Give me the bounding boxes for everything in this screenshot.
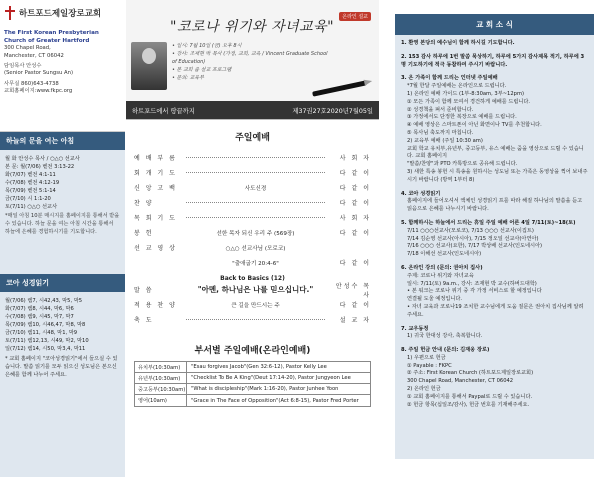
dept-row <box>135 373 370 384</box>
news-item <box>401 326 588 342</box>
order-leader: 사 회 자 <box>339 155 371 162</box>
news-detail: ① Payable : FKPC <box>407 362 452 369</box>
order-row <box>134 165 371 180</box>
news-detail: 교회 학교 유치부,유년부, 중고등부, 유스 예배는 줌을 영상으로 드릴 수 있습니다. 교회 홈페이지 <box>407 145 584 160</box>
dept-row <box>135 362 370 373</box>
reading-row: 일(7/12) 렘14, 시50, 막3,4, 막11 <box>5 346 86 353</box>
church-name-english <box>4 30 121 45</box>
news-detail: 1) 온라인 예배 가이드 (1부-8:30am, 3부~12pm) <box>407 90 525 97</box>
order-row <box>134 180 371 195</box>
news-detail: ⑤ 목사님 축도까지 마칩니다. <box>407 129 474 136</box>
dept-sermon: "Grace in The Face of Opposition"(Act 6:8-15), Pastor Fred Porter <box>191 397 359 404</box>
news-detail: 1) 귀국 한대성 강사, 축복합니다. <box>407 333 483 340</box>
news-detail: • 자녀 교육과 코로나19 조치한 교수님에게 도움 질문은 권아치 집사님께 알려주세요. <box>407 303 584 318</box>
pastor-info <box>4 63 121 78</box>
banner-line: • 강사: 조재현 박 목사 (가정, 교회, 교육 / Vincent Graduate School of Education) <box>172 51 328 65</box>
reading-row: 수(7/08) 렘9, 시45, 막7, 막7 <box>5 314 74 321</box>
order-label: 찬 양 <box>134 200 154 207</box>
order-row <box>134 255 371 270</box>
sermon-banner <box>126 0 379 120</box>
weekly-title: 하늘의 문을 여는 아침 <box>0 132 125 150</box>
news-heading: 1. 환영 본당의 예수님이 함께 하시길 기도합니다. <box>401 40 515 46</box>
news-detail: ③ 가정에서도 단정한 복장으로 예배를 드립니다. <box>407 114 517 121</box>
weekly-row: 금(7/10) 시 1:1-20 <box>5 196 51 203</box>
banner-line: • 본 교회 줌 설교 프로그램 <box>172 67 232 73</box>
order-row <box>134 282 371 297</box>
homepage-link[interactable]: 교회홈페이지:www.fkpc.org <box>4 88 73 95</box>
church-news <box>395 35 594 459</box>
news-detail: 2) 온라인 헌금 <box>407 386 441 393</box>
news-detail: 300 Chapel Road, Manchester, CT 06042 <box>407 378 514 385</box>
address-line: Manchester, CT 06042 <box>4 52 64 59</box>
dept-row <box>135 395 370 406</box>
order-leader: 설 교 자 <box>339 317 371 324</box>
order-detail: 사도신경 <box>244 185 267 192</box>
news-detail: 일시: 7/11(토) 9a.m., 강사: 조재현 박 교수(하버드대학) <box>407 280 537 287</box>
news-heading: 5. 함께하시는 하늘에서 드리는 휴일 주일 예배 어른 4일 7/11(토)~18(토) <box>401 219 576 226</box>
church-info <box>0 0 125 132</box>
news-item <box>401 75 588 184</box>
motto: 하트포드에서 땅끝까지 <box>132 107 195 115</box>
order-label: 회 개 기 도 <box>134 170 177 177</box>
weekly-row: 본 문: 월(7/06) 벧전 3:13-22 <box>5 164 75 171</box>
reading-row: 목(7/09) 렘10, 시46,47, 막8, 막8 <box>5 322 86 329</box>
weekly-row: 토(7/11) ○△○ 선교사 <box>5 204 58 211</box>
order-leader: 사 회 자 <box>339 215 371 222</box>
news-detail: "말씀/찬양"과 PTO 카톡방으로 공유해 드립니다. <box>407 161 518 168</box>
news-detail: 연결될 도울 예정입니다. <box>407 296 463 303</box>
order-label: 적 용 찬 양 <box>134 302 177 309</box>
order-row <box>134 195 371 210</box>
contact-info <box>4 81 121 96</box>
bible-readings <box>0 292 125 477</box>
weekly-row: 수(7/08) 벧전 4:12-19 <box>5 180 60 187</box>
news-detail: ④ 예배 영상은 스마트폰이 아닌 화면이나 TV를 추천합니다. <box>407 122 542 129</box>
banner-strip <box>126 101 379 119</box>
dept-name: 영어(10am) <box>135 395 187 406</box>
church-name-en-line: The First Korean Presbyterian <box>4 30 99 36</box>
readings-note: * 교회 홈페이지 "코아성경읽기"에서 들으실 수 있습니다. 말씀 읽기를 모두 읽으신 성도님은 본으신 은혜를 함께 나누어 주세요. <box>5 356 118 379</box>
office-phone: 사무실 860)643-4738 <box>4 80 59 87</box>
news-item <box>401 54 588 70</box>
order-row <box>134 240 371 255</box>
order-row <box>134 225 371 240</box>
news-item <box>401 265 588 320</box>
news-detail: 2) 교육부 예배 (주일 10:30 am) <box>407 137 483 144</box>
order-leader: 다 같 이 <box>339 170 371 177</box>
order-label: 목 회 기 도 <box>134 215 177 222</box>
weekly-row: 월 화 안성수 목사 / ○△○ 선교사 <box>5 156 80 162</box>
news-detail: 3) 새한 특송 봉헌 시 특송을 원하시는 성도님 또는 가족은 동영상을 찍어 보내주시기 바랍니다 (방역 1부터 8) <box>407 168 588 183</box>
news-detail: 7/16 ○○○ 선교사(요한), 7/17 박상배 선교사(인도네시아) <box>407 243 543 250</box>
dotted-leader <box>186 202 325 203</box>
order-leader: 다 같 이 <box>339 302 371 309</box>
banner-details <box>172 42 332 82</box>
reading-row: 월(7/06) 렘7, 시42,43, 막5, 막5 <box>5 298 83 304</box>
news-detail: 주제: 코로나 위기와 자녀교육 <box>407 272 474 279</box>
weekly-row: 목(7/09) 벧전 5:1-14 <box>5 188 56 195</box>
banner-title: "코로나 위기와 자녀교육" <box>170 19 335 35</box>
order-label: 신 앙 고 백 <box>134 185 177 192</box>
readings-title: 코아 성경읽기 <box>0 274 125 292</box>
news-detail: 홈페이지에 들어오셔서 액체인 성경읽기 프를 따라 해질 하나님의 말씀을 듣고 읽음으로 은혜를 나누시기 바랍니다. <box>407 198 583 213</box>
pen-icon <box>312 80 367 96</box>
news-heading: 3. 온 가족이 함께 드리는 인터넷 주일예배 <box>401 75 498 82</box>
dept-name: 유년부(10:30am) <box>135 373 187 383</box>
news-item <box>401 347 588 409</box>
order-detail: ○△○ 선교사님 (모로코) <box>225 245 286 252</box>
news-heading: 4. 코아 성경읽기 <box>401 190 441 197</box>
news-heading: 8. 주일 헌금 안내 (문의: 김재웅 장로) <box>401 347 490 354</box>
order-label: 축 도 <box>134 317 154 324</box>
news-detail: 7/11 ○○○선교사(모로코), 7/13 ○○○ 선교사(이집트) <box>407 227 534 234</box>
news-heading: 6. 온라인 강의 (문의: 권아치 집사) <box>401 264 483 271</box>
news-detail: ① 교회 홈페이지를 통해서 Paypal로 드릴 수 있습니다. <box>407 393 533 400</box>
news-detail: ② 헌금 항목(십일조/감사), 헌금 번호를 기재해주세요. <box>407 401 530 408</box>
right-column <box>381 0 600 463</box>
order-row <box>134 150 371 165</box>
dept-name: 유치부(10:30am) <box>135 362 187 372</box>
dept-row <box>135 384 370 395</box>
banner-line: • 일시: 7월 10일 (금) 오후 8시 <box>172 43 242 49</box>
news-detail: 1) 우편으로 헌금 <box>407 354 446 361</box>
order-leader: 다 같 이 <box>339 260 371 267</box>
news-detail: • 본 워크는 코로나 위기 중 각 가정 서비스로 할 예정입니다 <box>407 288 542 295</box>
order-leader: 안성수 목사 <box>335 282 371 299</box>
order-row <box>134 297 371 312</box>
reading-row: 토(7/11) 렘12,13, 시49, 막2, 막10 <box>5 338 89 345</box>
news-heading: 7. 교우동정 <box>401 325 429 332</box>
dept-sermon: "Esau forgives Jacob"(Gen 32:6-12), Pastor Kelly Lee <box>191 364 327 370</box>
weekly-note: *매일 아침 10분 매시지를 홈페이지를 통해서 받을 수 있습니다. 하늘 문을 여는 아침 시간을 통해서 하늘에 은혜를 경험하시기를 기도합니다. <box>5 213 120 236</box>
address-line: 300 Chapel Road, <box>4 45 51 52</box>
dept-table <box>134 361 371 407</box>
news-detail: ① 모든 가족이 함께 모여서 경건하게 예배를 드립니다. <box>407 98 531 105</box>
dept-sermon: "What is discipleship"(Mark 1:16-20), Pastor Junhee Yoon <box>191 386 339 392</box>
news-detail: *7월 한달 주일예배는 온라인으로 드립니다. <box>407 83 507 90</box>
issue-date: 제37권27호2020년7월05일 <box>292 107 373 115</box>
news-item <box>401 40 588 48</box>
dotted-leader <box>186 172 325 173</box>
order-row <box>134 312 371 327</box>
order-label: 봉 헌 <box>134 230 154 237</box>
order-leader: 다 같 이 <box>339 230 371 237</box>
order-leader: 다 같 이 <box>339 200 371 207</box>
reading-row: 화(7/07) 렘8, 시44, 막6, 막6 <box>5 306 74 313</box>
cross-logo-icon <box>4 6 16 20</box>
church-address <box>4 45 121 60</box>
news-item <box>401 220 588 259</box>
order-detail: "출애굽기 20:4-6" <box>232 260 279 267</box>
banner-line: • 문의: 교육부 <box>172 75 204 81</box>
dept-title: 부서별 주일예배(온라인예배) <box>194 346 311 356</box>
news-title: 교 회 소 식 <box>395 14 594 35</box>
reading-row: 금(7/10) 렘11, 시48, 막1, 막9 <box>5 330 78 337</box>
church-name-en-line: Church of Greater Hartford <box>4 37 90 44</box>
sermon-verse: "아멘, 하나님은 나를 믿으십니다." <box>197 285 314 294</box>
news-detail: ② 주소: First Korean Church (하트포드제일장로교회) <box>407 370 534 377</box>
news-heading: 2. 153 감사 하루에 1번 말씀 묵상하기, 하루에 5가지 감사제목 적기, 하루에 3명 기도하기에 적극 동참하여 주시기 바랍니다. <box>401 53 585 68</box>
dotted-leader <box>186 217 325 218</box>
dotted-leader <box>186 157 325 158</box>
news-item <box>401 191 588 214</box>
order-of-worship <box>126 150 379 327</box>
speaker-photo <box>131 42 167 90</box>
dept-sermon: "Checklist To Be A King"(Deut 17:14-20), Pastor Jungyeon Lee <box>191 375 351 381</box>
dept-name: 중고등부(10:30am) <box>135 384 187 394</box>
order-label: 예 배 부 름 <box>134 155 177 162</box>
weekly-schedule <box>0 150 125 274</box>
order-label: 말 씀 <box>134 287 154 294</box>
order-detail: 선한 목자 되신 우리 주 (569장) <box>216 230 295 237</box>
church-logo-row <box>4 6 121 20</box>
church-name-korean: 하트포드제일장로교회 <box>19 9 102 19</box>
news-detail: 7/18 이해선 선교사(인도네시아) <box>407 251 482 258</box>
online-tag: 온라인 설교 <box>339 12 371 21</box>
news-detail: ② 성경책을 펴서 준비합니다. <box>407 106 474 113</box>
news-detail: 7/14 김순영 선교사(아시아), 7/15 정오일 선교사(아연아) <box>407 235 539 242</box>
sermon-series: Back to Basics (12) <box>220 275 285 282</box>
left-column <box>0 0 125 463</box>
order-detail: 큰 길을 만드시는 주 <box>231 302 280 309</box>
pastor-line: (Senior Pastor Sungsu An) <box>4 70 74 77</box>
dotted-leader <box>186 319 325 320</box>
middle-column <box>126 0 379 463</box>
service-title: 주일예배 <box>235 133 270 143</box>
pastor-line: 담임목사 안성수 <box>4 62 42 69</box>
order-label: 선 교 영 상 <box>134 245 177 252</box>
order-row <box>134 210 371 225</box>
order-leader: 다 같 이 <box>339 185 371 192</box>
weekly-row: 화(7/07) 벧전 4:1-11 <box>5 172 56 179</box>
